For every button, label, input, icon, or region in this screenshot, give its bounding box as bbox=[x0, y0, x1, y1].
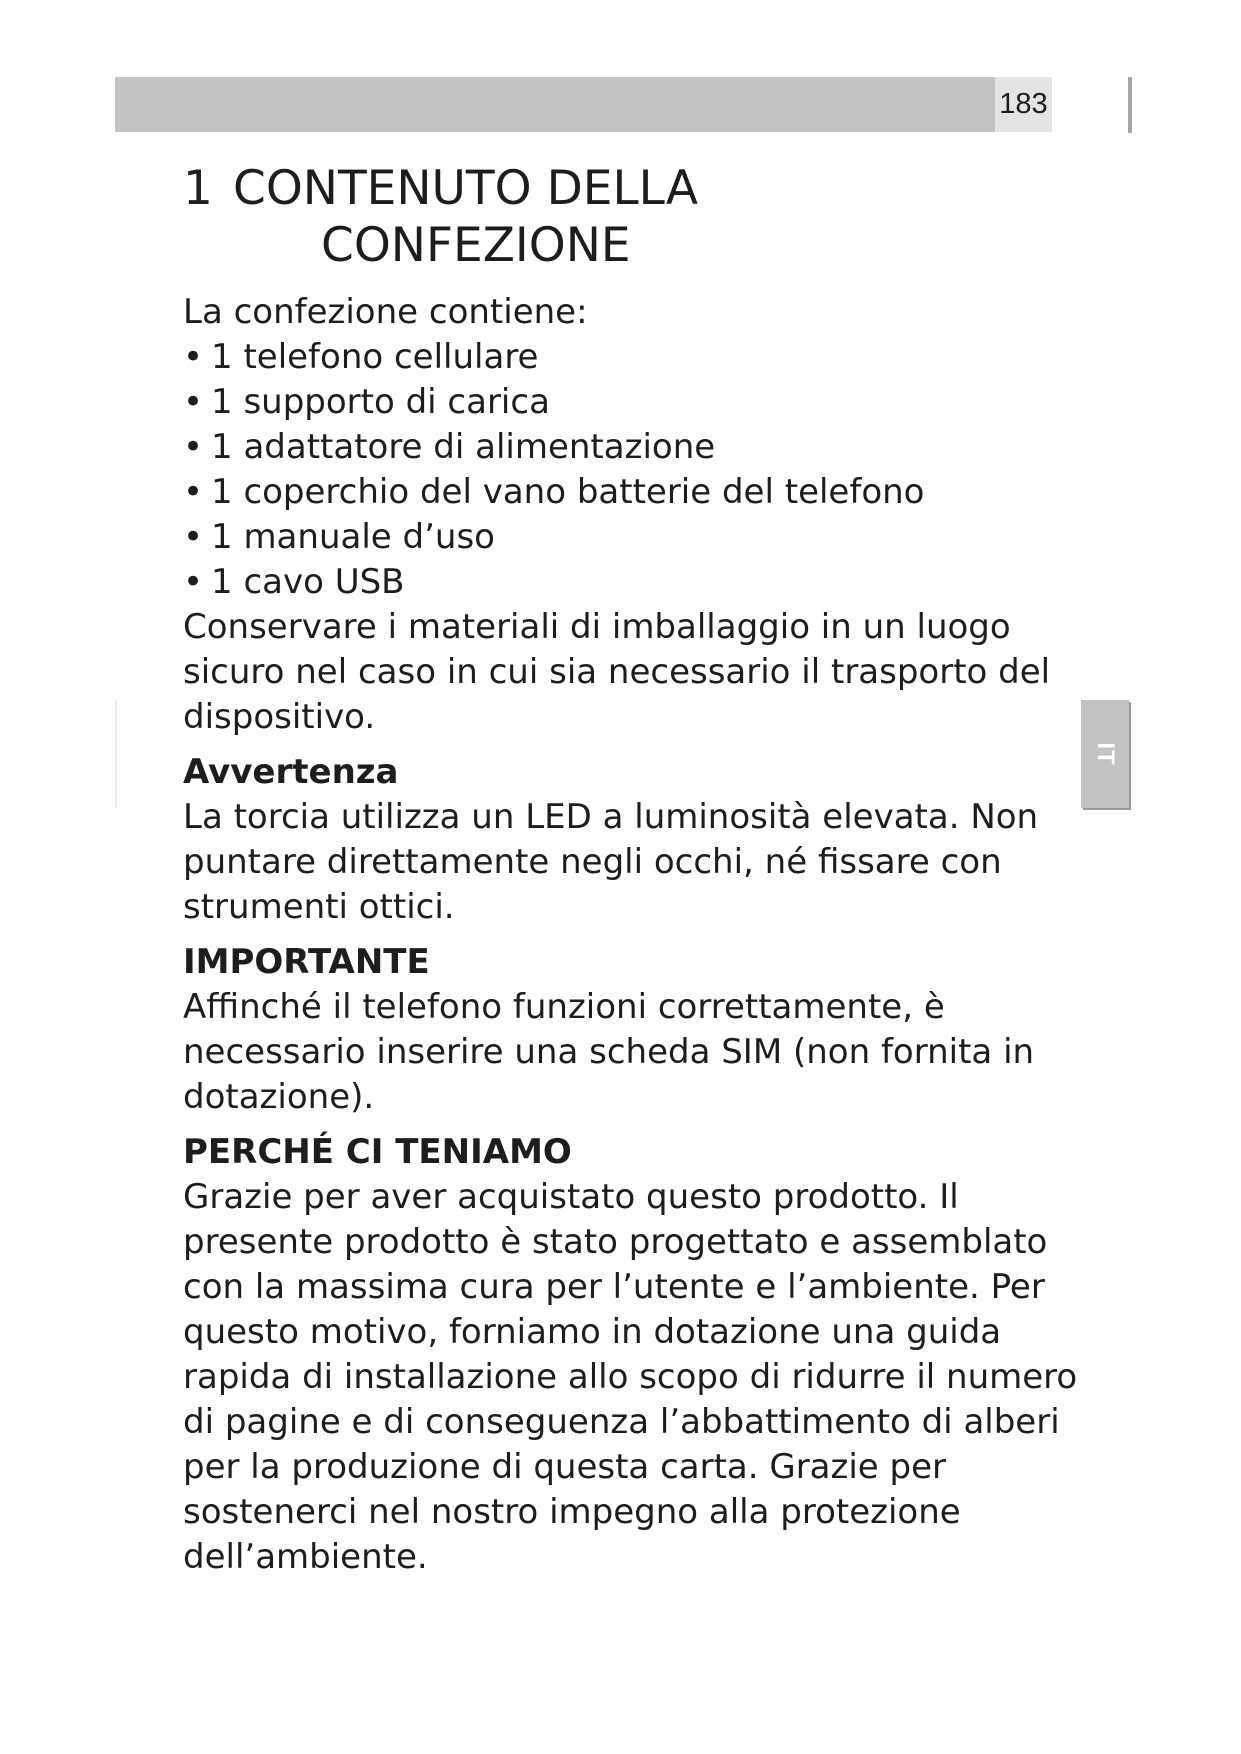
list-item bbox=[183, 560, 1083, 605]
chapter-title-line2: CONFEZIONE bbox=[321, 218, 631, 273]
list-item-text: 1 adattatore di alimentazione bbox=[211, 427, 716, 467]
care-heading: PERCHÉ CI TENIAMO bbox=[183, 1132, 572, 1172]
header-bar bbox=[115, 77, 995, 132]
storage-note: Conservare i materiali di imballaggio in un luogo sicuro nel caso in cui sia necessario il trasporto del dispositivo. bbox=[183, 607, 1051, 737]
package-items-list bbox=[183, 335, 1083, 605]
list-item bbox=[183, 380, 1083, 425]
chapter-title bbox=[183, 160, 1083, 274]
bullet-icon: • bbox=[183, 382, 204, 422]
bullet-icon: • bbox=[183, 562, 204, 602]
page-content bbox=[183, 160, 1083, 1580]
list-item bbox=[183, 515, 1083, 560]
chapter-title-line1: CONTENUTO DELLA bbox=[233, 161, 699, 216]
list-item-text: 1 manuale d’uso bbox=[211, 517, 495, 557]
list-item-text: 1 coperchio del vano batterie del telefono bbox=[211, 472, 925, 512]
warning-text: La torcia utilizza un LED a luminosità elevata. Non puntare direttamente negli occhi, né fissare con strumenti ottici. bbox=[183, 797, 1039, 927]
bullet-icon: • bbox=[183, 337, 204, 377]
bullet-icon: • bbox=[183, 472, 204, 512]
list-item-text: 1 supporto di carica bbox=[211, 382, 550, 422]
page-number: 183 bbox=[995, 77, 1052, 132]
language-tab bbox=[1081, 700, 1129, 808]
warning-heading: Avvertenza bbox=[183, 752, 399, 792]
important-text: Affinché il telefono funzioni correttamente, è necessario inserire una scheda SIM (non fornita in dotazione). bbox=[183, 987, 1035, 1117]
list-item bbox=[183, 335, 1083, 380]
left-margin-line bbox=[115, 700, 117, 808]
list-item bbox=[183, 470, 1083, 515]
header-tick-mark bbox=[1128, 77, 1132, 133]
care-text: Grazie per aver acquistato questo prodotto. Il presente prodotto è stato progettato e assemblato con la massima cura per l’utente e l’ambiente. Per questo motivo, forniamo in dotazione una guida rapida di installazione allo scopo di ridurre il numero di pagine e di conseguenza l’abbattimento di alberi per la produzione di questa carta. Grazie per sostenerci nel nostro impegno alla protezione dell’ambiente. bbox=[183, 1177, 1078, 1577]
list-item-text: 1 cavo USB bbox=[211, 562, 405, 602]
bullet-icon: • bbox=[183, 427, 204, 467]
chapter-number: 1 bbox=[183, 161, 213, 216]
package-intro: La confezione contiene: bbox=[183, 292, 588, 332]
list-item-text: 1 telefono cellulare bbox=[211, 337, 539, 377]
language-tab-label: IT bbox=[1092, 742, 1119, 766]
bullet-icon: • bbox=[183, 517, 204, 557]
important-heading: IMPORTANTE bbox=[183, 942, 430, 982]
list-item bbox=[183, 425, 1083, 470]
